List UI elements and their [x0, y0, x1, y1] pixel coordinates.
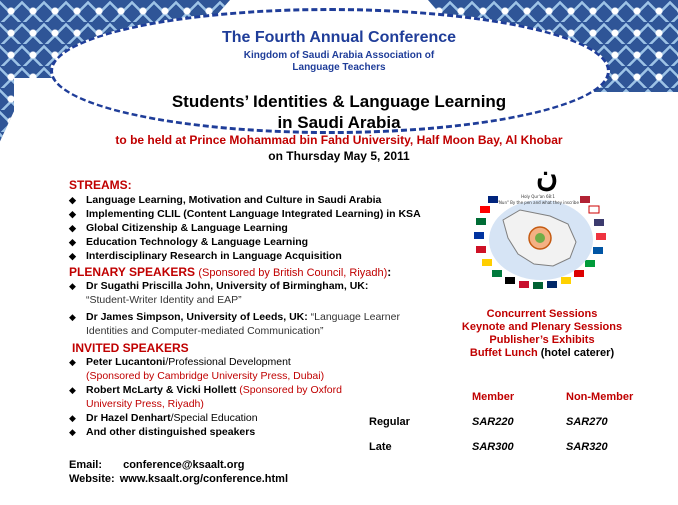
email-address: conference@ksaalt.org — [123, 459, 245, 471]
decorative-tile-left-strip — [0, 0, 14, 505]
fee-row-late-label: Late — [369, 441, 392, 453]
bullet-icon: ◆ — [69, 237, 76, 247]
fee-header-nonmember: Non-Member — [566, 391, 634, 403]
bullet-icon: ◆ — [69, 427, 76, 437]
plenary-sponsor: (Sponsored by British Council, Riyadh) — [198, 267, 388, 279]
list-item: ◆ Global Citizenship & Language Learning — [69, 222, 288, 234]
streams-list — [69, 193, 421, 263]
fee-row-regular-label: Regular — [369, 416, 410, 428]
feature-item: Concurrent Sessions — [486, 308, 598, 320]
bullet-icon: ◆ — [69, 312, 76, 322]
list-item: ◆ Language Learning, Motivation and Culture in Saudi Arabia — [69, 194, 382, 206]
bullet-icon: ◆ — [69, 251, 76, 261]
list-item: ◆ Dr Hazel Denhart/Special Education — [69, 412, 258, 424]
main-title-line2: in Saudi Arabia — [277, 113, 401, 132]
list-item: ◆ Dr Sugathi Priscilla John, University of Birmingham, UK: “Student-Writer Identity and EAP” — [69, 280, 369, 306]
list-item: ◆ Implementing CLIL (Content Language Integrated Learning) in KSA — [69, 208, 421, 220]
association-name-line1: Kingdom of Saudi Arabia Association of — [243, 50, 435, 61]
list-item: ◆ And other distinguished speakers — [69, 426, 256, 438]
bullet-icon: ◆ — [69, 281, 76, 291]
fee-regular-nonmember: SAR270 — [566, 416, 608, 428]
bullet-icon: ◆ — [69, 385, 76, 395]
list-item: ◆ Peter Lucantoni/Professional Development (Sponsored by Cambridge University Press, Dubai) — [69, 356, 325, 382]
bullet-icon: ◆ — [69, 209, 76, 219]
list-item: ◆ Education Technology & Language Learning — [69, 236, 309, 248]
association-logo — [458, 158, 626, 306]
list-item: ◆ Dr James Simpson, University of Leeds, UK: “Language Learner Identities and Computer-mediated Communication” — [69, 311, 400, 337]
streams-heading: STREAMS: — [69, 178, 132, 192]
date-line: on Thursday May 5, 2011 — [268, 149, 410, 163]
arabic-letter-nun: ن — [536, 159, 559, 194]
contact-email — [69, 459, 244, 471]
plenary-list — [69, 279, 439, 338]
arabia-map-flags-icon — [458, 158, 626, 306]
conference-title: The Fourth Annual Conference — [221, 29, 457, 46]
feature-item: Buffet Lunch (hotel caterer) — [469, 347, 615, 359]
email-label: Email: — [69, 459, 103, 471]
venue-line: to be held at Prince Mohammad bin Fahd University, Half Moon Bay, Al Khobar — [115, 133, 563, 147]
fee-header-member: Member — [472, 391, 515, 403]
logo-caption-line1: Holy Qur'an 68:1 — [521, 194, 555, 199]
feature-item: Publisher’s Exhibits — [489, 334, 595, 346]
main-title-line1: Students’ Identities & Language Learning — [171, 92, 507, 111]
conference-features — [452, 308, 632, 360]
plenary-heading: PLENARY SPEAKERS (Sponsored by British Council, Riyadh): — [69, 265, 392, 279]
bullet-icon: ◆ — [69, 413, 76, 423]
bullet-icon: ◆ — [69, 195, 76, 205]
bullet-icon: ◆ — [69, 357, 76, 367]
fee-late-member: SAR300 — [472, 441, 514, 453]
invited-list — [69, 355, 354, 439]
contact-website — [69, 473, 288, 485]
list-item: ◆ Interdisciplinary Research in Language Acquisition — [69, 250, 342, 262]
fee-regular-member: SAR220 — [472, 416, 514, 428]
association-name-line2: Language Teachers — [292, 62, 386, 73]
list-item: ◆ Robert McLarty & Vicki Hollett (Sponsored by Oxford University Press, Riyadh) — [69, 384, 342, 410]
website-url: www.ksaalt.org/conference.html — [119, 473, 289, 485]
bullet-icon: ◆ — [69, 223, 76, 233]
logo-caption-line2: "Nun" By the pen and what they inscribe — [497, 200, 579, 205]
fee-late-nonmember: SAR320 — [566, 441, 608, 453]
website-label: Website: — [69, 473, 115, 485]
feature-item: Keynote and Plenary Sessions — [461, 321, 623, 333]
invited-heading: INVITED SPEAKERS — [72, 341, 189, 355]
